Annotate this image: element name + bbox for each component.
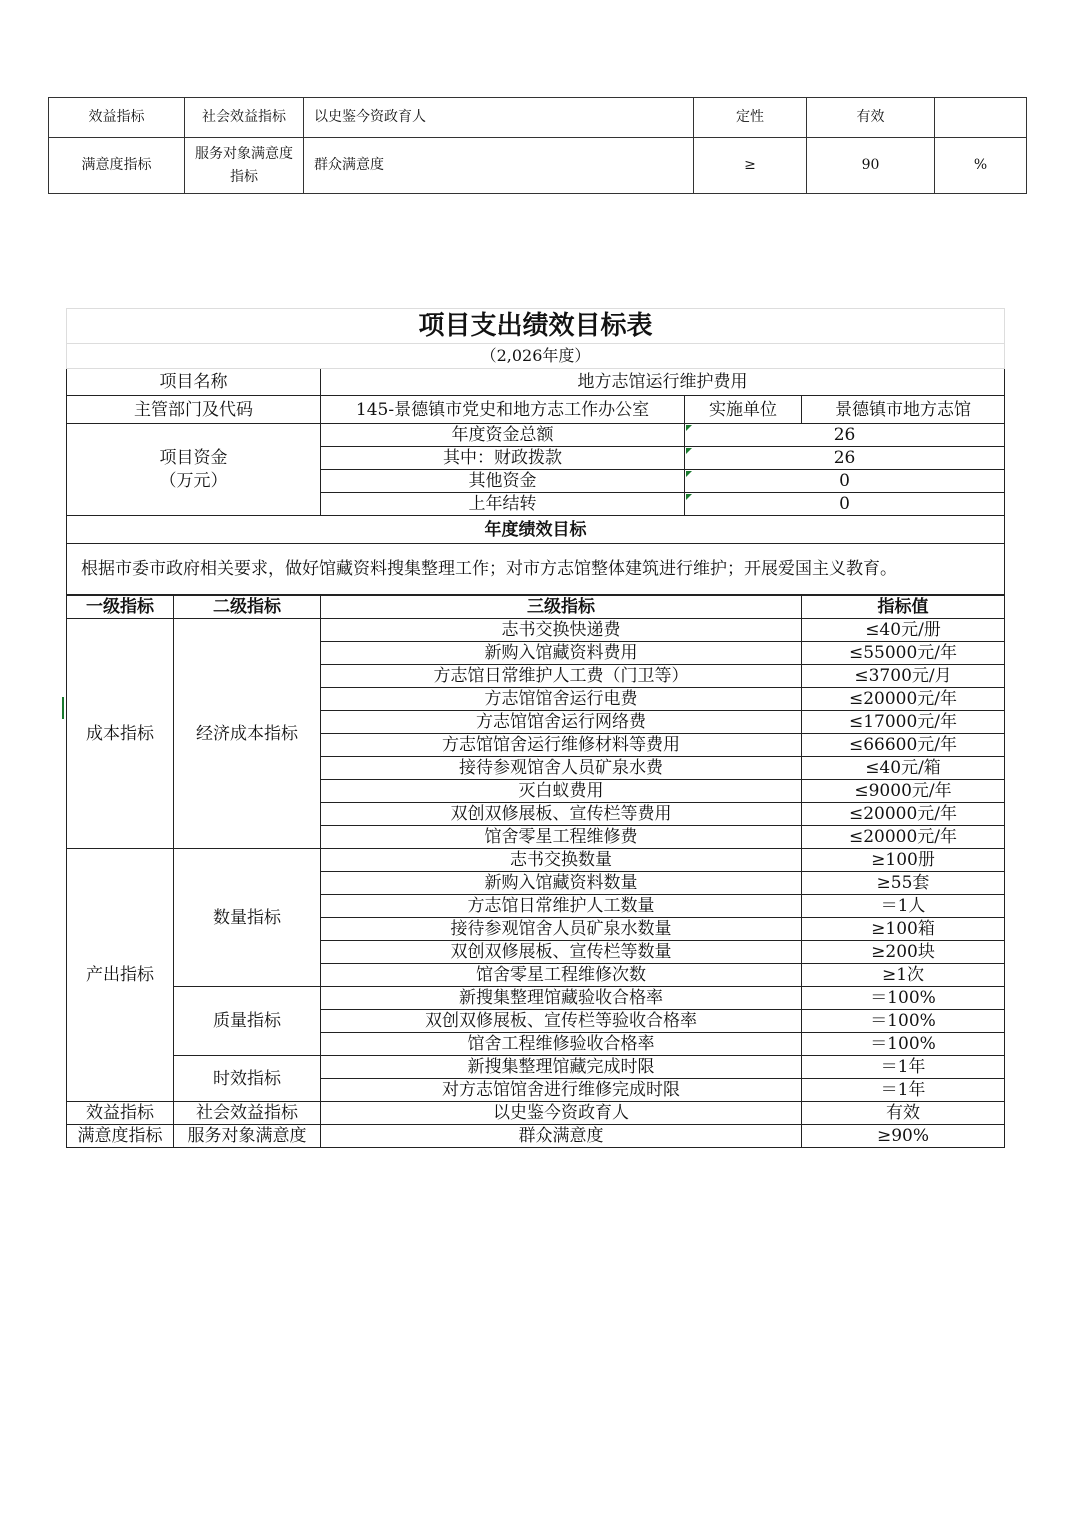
value-cell: 90 xyxy=(807,138,935,194)
fund-label: 其中：财政拨款 xyxy=(321,447,685,470)
level3-cell: 方志馆馆舍运行网络费 xyxy=(321,711,802,734)
dept-value: 145-景德镇市党史和地方志工作办公室 xyxy=(321,396,685,424)
goal-header: 年度绩效目标 xyxy=(67,516,1005,544)
indicator-value-cell: 有效 xyxy=(802,1102,1005,1125)
indicator-value-cell: ＝1人 xyxy=(802,895,1005,918)
indicator-value-cell: ＝1年 xyxy=(802,1056,1005,1079)
level3-cell: 新购入馆藏资料费用 xyxy=(321,642,802,665)
level2-cell: 时效指标 xyxy=(174,1056,321,1102)
level3-cell: 方志馆日常维护人工费（门卫等） xyxy=(321,665,802,688)
header-level2: 二级指标 xyxy=(174,596,321,619)
level1-cell: 产出指标 xyxy=(67,849,174,1102)
level2-cell: 服务对象满意度指标 xyxy=(185,138,304,194)
table-row xyxy=(67,619,1005,642)
impl-label: 实施单位 xyxy=(685,396,802,424)
level3-cell: 志书交换快递费 xyxy=(321,619,802,642)
header-level1: 一级指标 xyxy=(67,596,174,619)
level1-cell: 效益指标 xyxy=(49,98,185,138)
level3-cell: 馆舍零星工程维修次数 xyxy=(321,964,802,987)
indicator-value-cell: ≤20000元/年 xyxy=(802,688,1005,711)
fund-label: 年度资金总额 xyxy=(321,424,685,447)
table-row xyxy=(67,1125,1005,1148)
form-year: （2,026年度） xyxy=(67,344,1005,369)
indicator-value-cell: ≥200块 xyxy=(802,941,1005,964)
indicator-body xyxy=(67,596,1005,1148)
value-cell: 有效 xyxy=(807,98,935,138)
project-name-label: 项目名称 xyxy=(67,369,321,396)
level1-cell: 满意度指标 xyxy=(49,138,185,194)
performance-target-form xyxy=(66,308,1004,1148)
level2-cell: 经济成本指标 xyxy=(174,619,321,849)
fund-label: 其他资金 xyxy=(321,470,685,493)
level1-cell: 成本指标 xyxy=(67,619,174,849)
level3-cell: 方志馆日常维护人工数量 xyxy=(321,895,802,918)
indicator-value-cell: ≤40元/箱 xyxy=(802,757,1005,780)
unit-cell xyxy=(935,98,1027,138)
table-row xyxy=(67,1102,1005,1125)
level2-cell: 社会效益指标 xyxy=(174,1102,321,1125)
indicator-value-cell: ≤17000元/年 xyxy=(802,711,1005,734)
indicator-value-cell: ≤66600元/年 xyxy=(802,734,1005,757)
level2-cell: 质量指标 xyxy=(174,987,321,1056)
level3-cell: 接待参观馆舍人员矿泉水数量 xyxy=(321,918,802,941)
fund-value: 26 xyxy=(685,424,1005,447)
indicator-value-cell: ＝100% xyxy=(802,1033,1005,1056)
level3-cell: 灭白蚁费用 xyxy=(321,780,802,803)
sheet-marker xyxy=(62,697,64,719)
form-header-table xyxy=(66,308,1005,595)
fund-value: 0 xyxy=(685,493,1005,516)
level3-cell: 以史鉴今资政育人 xyxy=(321,1102,802,1125)
level1-cell: 效益指标 xyxy=(67,1102,174,1125)
table-row xyxy=(49,138,1027,194)
dept-label: 主管部门及代码 xyxy=(67,396,321,424)
indicator-value-cell: ≤20000元/年 xyxy=(802,826,1005,849)
level3-cell: 馆舍工程维修验收合格率 xyxy=(321,1033,802,1056)
level2-cell: 社会效益指标 xyxy=(185,98,304,138)
level3-cell: 新购入馆藏资料数量 xyxy=(321,872,802,895)
level2-cell: 数量指标 xyxy=(174,849,321,987)
indicator-value-cell: ≥55套 xyxy=(802,872,1005,895)
unit-cell: % xyxy=(935,138,1027,194)
indicator-value-cell: ≤55000元/年 xyxy=(802,642,1005,665)
level3-cell: 双创双修展板、宣传栏等费用 xyxy=(321,803,802,826)
funds-label xyxy=(67,424,321,516)
top-indicator-table xyxy=(48,97,1027,194)
indicator-value-cell: ≥100册 xyxy=(802,849,1005,872)
goal-text: 根据市委市政府相关要求，做好馆藏资料搜集整理工作；对市方志馆整体建筑进行维护；开展爱国主义教育。 xyxy=(67,544,1005,595)
indicator-value-cell: ≤20000元/年 xyxy=(802,803,1005,826)
level3-cell: 双创双修展板、宣传栏等数量 xyxy=(321,941,802,964)
level3-cell: 以史鉴今资政育人 xyxy=(304,98,694,138)
level3-cell: 新搜集整理馆藏完成时限 xyxy=(321,1056,802,1079)
indicator-value-cell: ≤9000元/年 xyxy=(802,780,1005,803)
project-name-value: 地方志馆运行维护费用 xyxy=(321,369,1005,396)
operator-cell: 定性 xyxy=(694,98,807,138)
indicator-value-cell: ≤40元/册 xyxy=(802,619,1005,642)
funds-label-text: 项目资金 xyxy=(159,447,228,468)
form-title: 项目支出绩效目标表 xyxy=(67,309,1005,344)
fund-value: 0 xyxy=(685,470,1005,493)
indicator-value-cell: ≤3700元/月 xyxy=(802,665,1005,688)
header-level3: 三级指标 xyxy=(321,596,802,619)
level3-cell: 群众满意度 xyxy=(304,138,694,194)
indicator-value-cell: ＝1年 xyxy=(802,1079,1005,1102)
indicator-value-cell: ≥1次 xyxy=(802,964,1005,987)
fund-value: 26 xyxy=(685,447,1005,470)
level3-cell: 双创双修展板、宣传栏等验收合格率 xyxy=(321,1010,802,1033)
level3-cell: 对方志馆馆舍进行维修完成时限 xyxy=(321,1079,802,1102)
indicator-value-cell: ＝100% xyxy=(802,987,1005,1010)
indicator-value-cell: ≥100箱 xyxy=(802,918,1005,941)
level2-cell: 服务对象满意度 xyxy=(174,1125,321,1148)
level3-cell: 志书交换数量 xyxy=(321,849,802,872)
header-value: 指标值 xyxy=(802,596,1005,619)
level3-cell: 方志馆馆舍运行维修材料等费用 xyxy=(321,734,802,757)
table-row xyxy=(67,849,1005,872)
level3-cell: 群众满意度 xyxy=(321,1125,802,1148)
level3-cell: 馆舍零星工程维修费 xyxy=(321,826,802,849)
indicator-value-cell: ≥90% xyxy=(802,1125,1005,1148)
operator-cell: ≥ xyxy=(694,138,807,194)
level3-cell: 新搜集整理馆藏验收合格率 xyxy=(321,987,802,1010)
level1-cell: 满意度指标 xyxy=(67,1125,174,1148)
level3-cell: 接待参观馆舍人员矿泉水费 xyxy=(321,757,802,780)
fund-label: 上年结转 xyxy=(321,493,685,516)
table-row xyxy=(49,98,1027,138)
indicator-value-cell: ＝100% xyxy=(802,1010,1005,1033)
funds-unit-text: （万元） xyxy=(159,470,228,491)
table-row xyxy=(67,987,1005,1010)
impl-value: 景德镇市地方志馆 xyxy=(802,396,1005,424)
level3-cell: 方志馆馆舍运行电费 xyxy=(321,688,802,711)
table-row xyxy=(67,1056,1005,1079)
indicator-table xyxy=(66,595,1005,1148)
